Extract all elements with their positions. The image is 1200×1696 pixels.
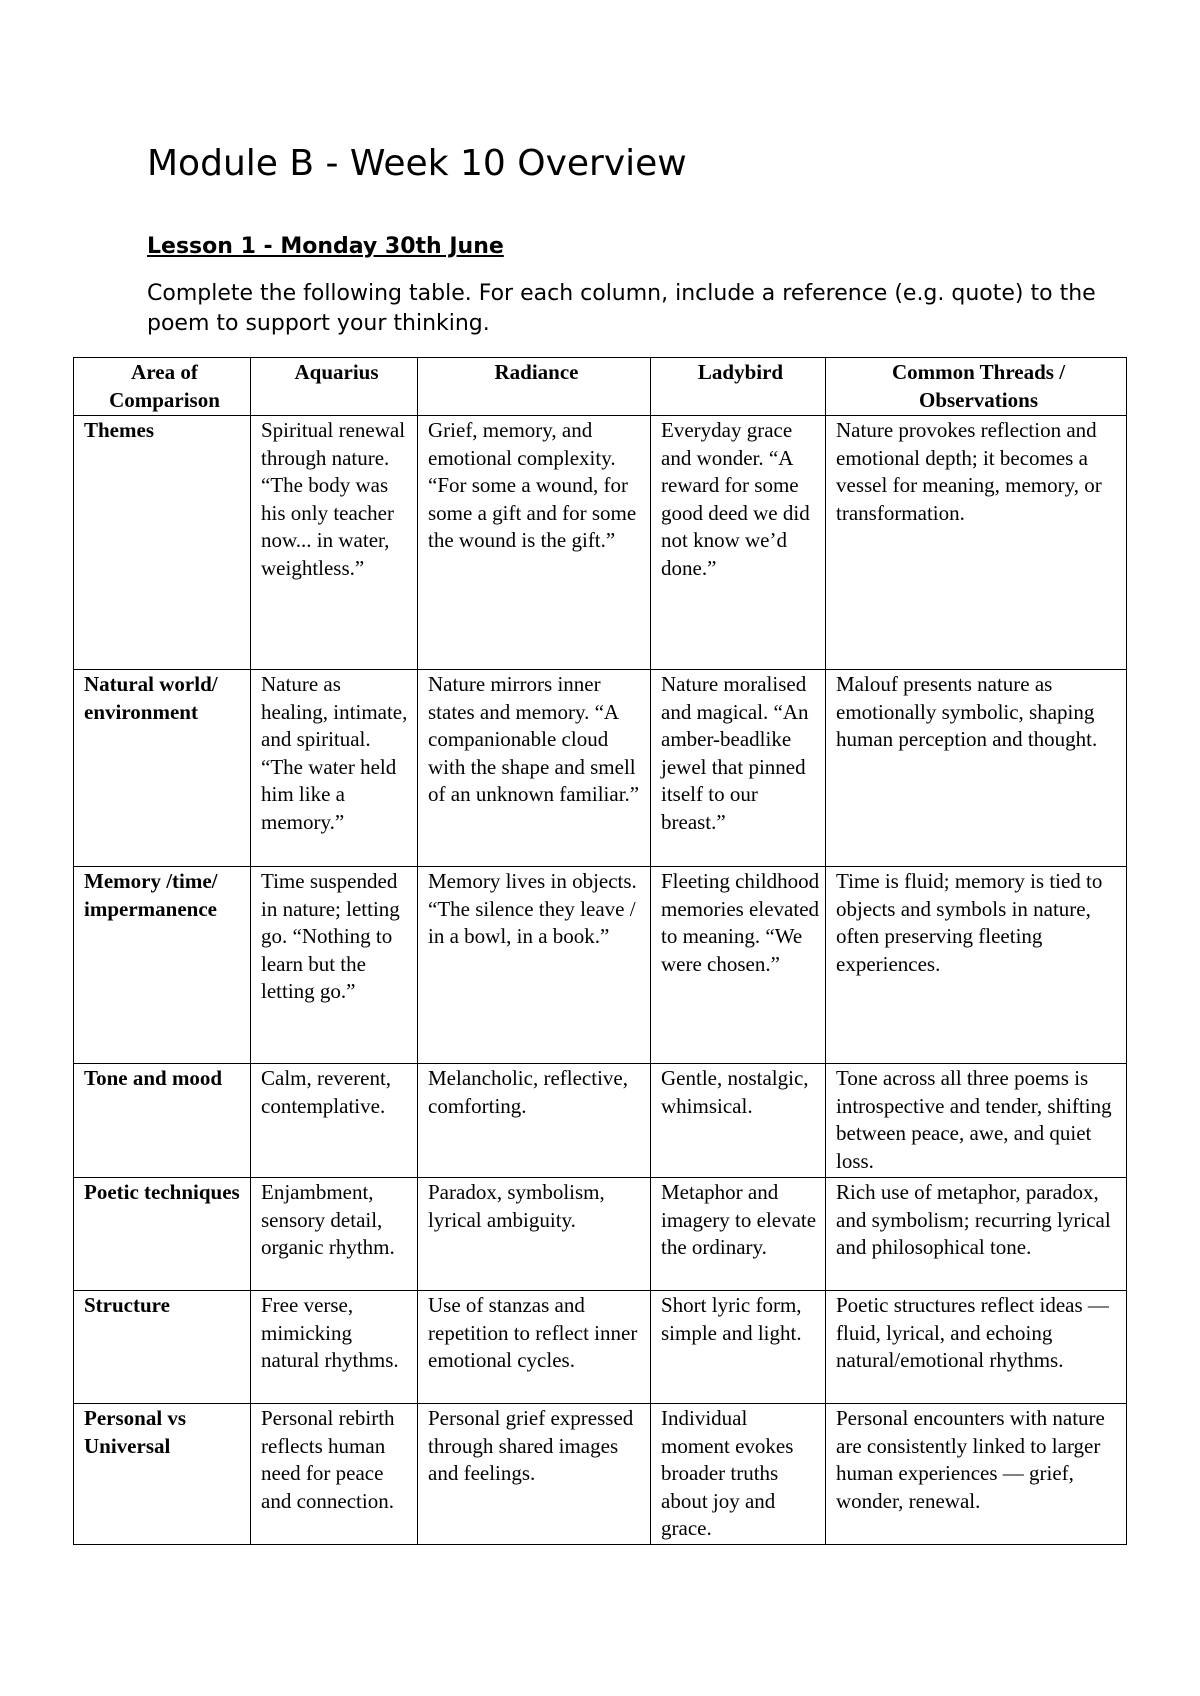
cell-common-threads: Poetic structures reflect ideas — fluid, lyrical, and echoing natural/emotional rhythms.	[826, 1291, 1127, 1404]
table-row-tone-mood	[74, 1064, 1127, 1178]
cell-ladybird: Short lyric form, simple and light.	[651, 1291, 826, 1404]
header-aquarius: Aquarius	[251, 358, 418, 416]
header-area-of-comparison: Area of Comparison	[74, 358, 251, 416]
table-row-memory-time	[74, 867, 1127, 1064]
cell-radiance: Melancholic, reflective, comforting.	[418, 1064, 651, 1178]
cell-aquarius: Time suspended in nature; letting go. “Nothing to learn but the letting go.”	[251, 867, 418, 1064]
cell-radiance: Use of stanzas and repetition to reflect inner emotional cycles.	[418, 1291, 651, 1404]
cell-radiance: Nature mirrors inner states and memory. “A companionable cloud with the shape and smell of an unknown familiar.”	[418, 670, 651, 867]
cell-aquarius: Free verse, mimicking natural rhythms.	[251, 1291, 418, 1404]
cell-ladybird: Metaphor and imagery to elevate the ordinary.	[651, 1178, 826, 1291]
cell-aquarius: Spiritual renewal through nature. “The body was his only teacher now... in water, weightless.”	[251, 416, 418, 670]
cell-radiance: Personal grief expressed through shared images and feelings.	[418, 1404, 651, 1545]
row-label: Personal vs Universal	[74, 1404, 251, 1545]
table-header-row	[74, 358, 1127, 416]
comparison-table	[73, 357, 1127, 1545]
cell-common-threads: Nature provokes reflection and emotional depth; it becomes a vessel for meaning, memory, or transformation.	[826, 416, 1127, 670]
document-title: Module B - Week 10 Overview	[147, 143, 687, 184]
cell-aquarius: Nature as healing, intimate, and spiritual. “The water held him like a memory.”	[251, 670, 418, 867]
cell-common-threads: Malouf presents nature as emotionally symbolic, shaping human perception and thought.	[826, 670, 1127, 867]
row-label: Natural world/ environment	[74, 670, 251, 867]
header-common-threads: Common Threads / Observations	[826, 358, 1127, 416]
table-row-personal-universal	[74, 1404, 1127, 1545]
table-row-themes	[74, 416, 1127, 670]
cell-ladybird: Everyday grace and wonder. “A reward for some good deed we did not know we’d done.”	[651, 416, 826, 670]
table-row-poetic-techniques	[74, 1178, 1127, 1291]
lesson-heading: Lesson 1 - Monday 30th June	[147, 234, 504, 259]
table-row-natural-world	[74, 670, 1127, 867]
cell-ladybird: Nature moralised and magical. “An amber-beadlike jewel that pinned itself to our breast.”	[651, 670, 826, 867]
instructions-text: Complete the following table. For each column, include a reference (e.g. quote) to the poem to support your thinking.	[147, 281, 1096, 336]
header-ladybird: Ladybird	[651, 358, 826, 416]
cell-aquarius: Calm, reverent, contemplative.	[251, 1064, 418, 1178]
cell-aquarius: Enjambment, sensory detail, organic rhythm.	[251, 1178, 418, 1291]
cell-ladybird: Individual moment evokes broader truths about joy and grace.	[651, 1404, 826, 1545]
row-label: Memory /time/ impermanence	[74, 867, 251, 1064]
table-row-structure	[74, 1291, 1127, 1404]
cell-aquarius: Personal rebirth reflects human need for peace and connection.	[251, 1404, 418, 1545]
header-radiance: Radiance	[418, 358, 651, 416]
row-label: Poetic techniques	[74, 1178, 251, 1291]
cell-common-threads: Rich use of metaphor, paradox, and symbolism; recurring lyrical and philosophical tone.	[826, 1178, 1127, 1291]
row-label: Structure	[74, 1291, 251, 1404]
cell-common-threads: Tone across all three poems is introspective and tender, shifting between peace, awe, and quiet loss.	[826, 1064, 1127, 1178]
cell-common-threads: Time is fluid; memory is tied to objects and symbols in nature, often preserving fleeting experiences.	[826, 867, 1127, 1064]
cell-radiance: Grief, memory, and emotional complexity. “For some a wound, for some a gift and for some the wound is the gift.”	[418, 416, 651, 670]
cell-radiance: Memory lives in objects. “The silence they leave / in a bowl, in a book.”	[418, 867, 651, 1064]
row-label: Themes	[74, 416, 251, 670]
cell-common-threads: Personal encounters with nature are consistently linked to larger human experiences — grief, wonder, renewal.	[826, 1404, 1127, 1545]
cell-radiance: Paradox, symbolism, lyrical ambiguity.	[418, 1178, 651, 1291]
cell-ladybird: Fleeting childhood memories elevated to meaning. “We were chosen.”	[651, 867, 826, 1064]
row-label: Tone and mood	[74, 1064, 251, 1178]
cell-ladybird: Gentle, nostalgic, whimsical.	[651, 1064, 826, 1178]
